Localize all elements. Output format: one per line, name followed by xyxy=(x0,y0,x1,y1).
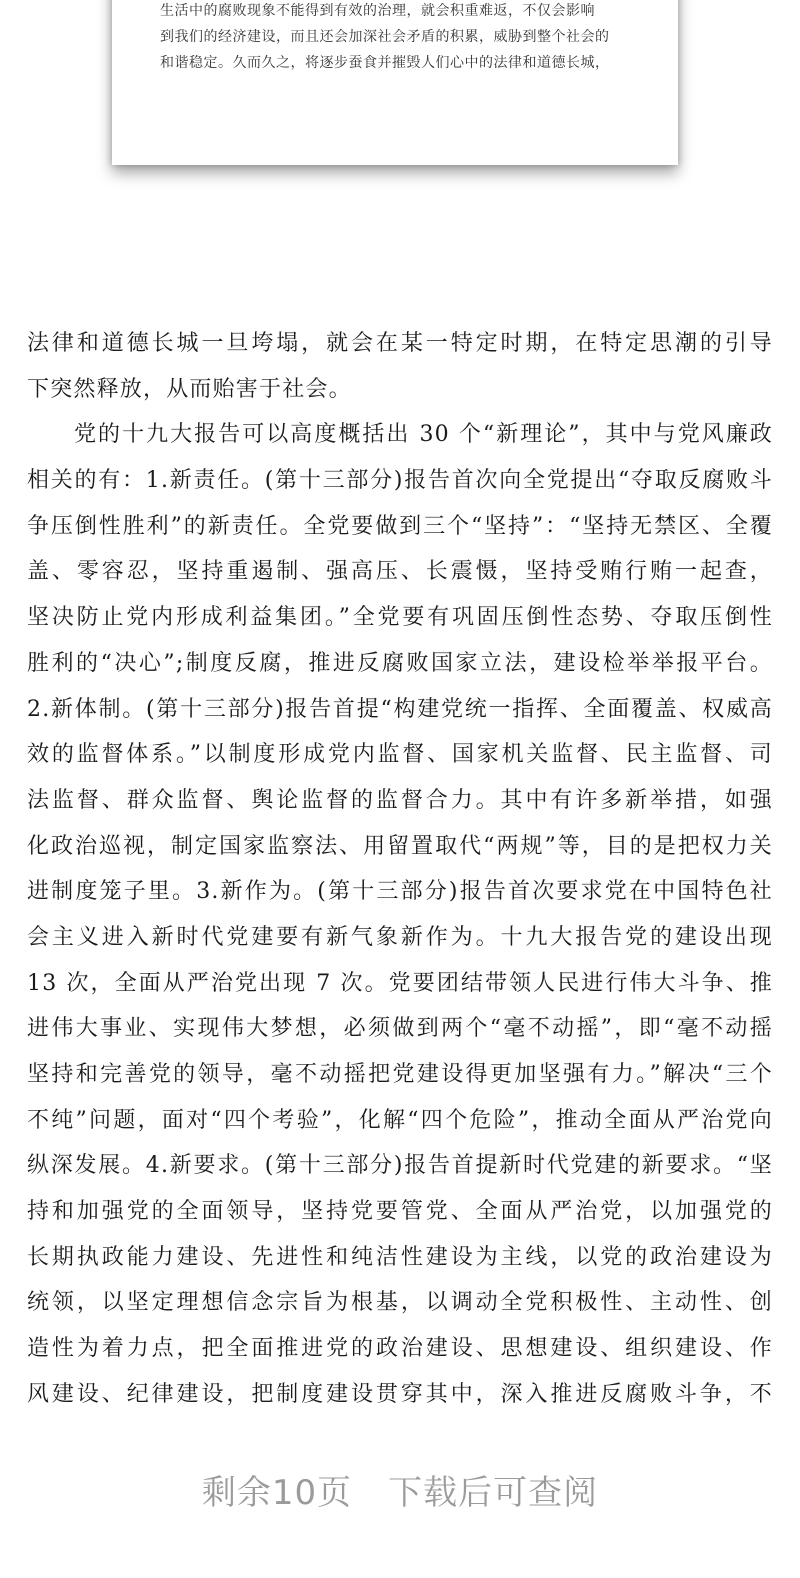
body-line: 13 次，全面从严治党出现 7 次。党要团结带领人民进行伟大斗争、推 xyxy=(27,970,773,996)
previous-page-preview xyxy=(112,0,678,165)
remaining-pages-label: 剩余10页 xyxy=(201,1473,353,1513)
body-line: 进伟大事业、实现伟大梦想，必须做到两个“毫不动摇”，即“毫不动摇 xyxy=(27,1016,773,1042)
body-line: 长期执政能力建设、先进性和纯洁性建设为主线，以党的政治建设为 xyxy=(27,1244,773,1270)
body-line: 法监督、群众监督、舆论监督的监督合力。其中有许多新举措，如强 xyxy=(27,787,773,813)
body-line: 法律和道德长城一旦垮塌，就会在某一特定时期，在特定思潮的引导 xyxy=(27,331,773,356)
body-line: 争压倒性胜利”的新责任。全党要做到三个“坚持”：“坚持无禁区、全覆 xyxy=(27,513,773,539)
preview-line: 到我们的经济建设，而且还会加深社会矛盾的积累，威胁到整个社会的 xyxy=(160,29,610,45)
preview-line: 生活中的腐败现象不能得到有效的治理，就会积重难返，不仅会影响 xyxy=(160,3,595,19)
preview-line: 和谐稳定。久而久之，将逐步蚕食并摧毁人们心中的法律和道德长城， xyxy=(160,55,610,71)
body-line: 效的监督体系。”以制度形成党内监督、国家机关监督、民主监督、司 xyxy=(27,742,773,768)
body-line: 会主义进入新时代党建要有新气象新作为。十九大报告党的建设出现 xyxy=(27,924,773,950)
download-to-view-label: 下载后可查阅 xyxy=(388,1473,599,1513)
body-line: 党的十九大报告可以高度概括出 30 个“新理论”，其中与党风廉政 xyxy=(74,422,773,448)
body-line: 下突然释放，从而贻害于社会。 xyxy=(27,376,352,402)
body-line: 造性为着力点，把全面推进党的政治建设、思想建设、组织建设、作 xyxy=(27,1336,773,1362)
body-line: 统领，以坚定理想信念宗旨为根基，以调动全党积极性、主动性、创 xyxy=(27,1290,773,1316)
body-line: 进制度笼子里。3.新作为。(第十三部分)报告首次要求党在中国特色社 xyxy=(27,879,773,905)
body-line: 坚持和完善党的领导，毫不动摇把党建设得更加坚强有力。”解决“三个 xyxy=(27,1062,773,1087)
body-line: 风建设、纪律建设，把制度建设贯穿其中，深入推进反腐败斗争，不 xyxy=(27,1381,773,1407)
body-line: 不纯”问题，面对“四个考验”，化解“四个危险”，推动全面从严治党向 xyxy=(27,1107,773,1133)
body-line: 化政治巡视，制定国家监察法、用留置取代“两规”等，目的是把权力关 xyxy=(27,833,773,859)
download-prompt[interactable] xyxy=(0,1465,800,1514)
preview-text xyxy=(160,0,640,76)
body-line: 胜利的“决心”;制度反腐，推进反腐败国家立法，建设检举举报平台。 xyxy=(27,650,773,676)
body-line: 持和加强党的全面领导，坚持党要管党、全面从严治党，以加强党的 xyxy=(27,1199,773,1225)
body-line: 坚决防止党内形成利益集团。”全党要有巩固压倒性态势、夺取压倒性 xyxy=(27,605,773,631)
body-line: 纵深发展。4.新要求。(第十三部分)报告首提新时代党建的新要求。“坚 xyxy=(27,1153,773,1179)
body-line: 盖、零容忍，坚持重遏制、强高压、长震慑，坚持受贿行贿一起查， xyxy=(27,559,773,585)
body-line: 2.新体制。(第十三部分)报告首提“构建党统一指挥、全面覆盖、权威高 xyxy=(27,696,773,722)
document-body xyxy=(27,321,773,1418)
body-line: 相关的有：1.新责任。(第十三部分)报告首次向全党提出“夺取反腐败斗 xyxy=(27,468,773,494)
